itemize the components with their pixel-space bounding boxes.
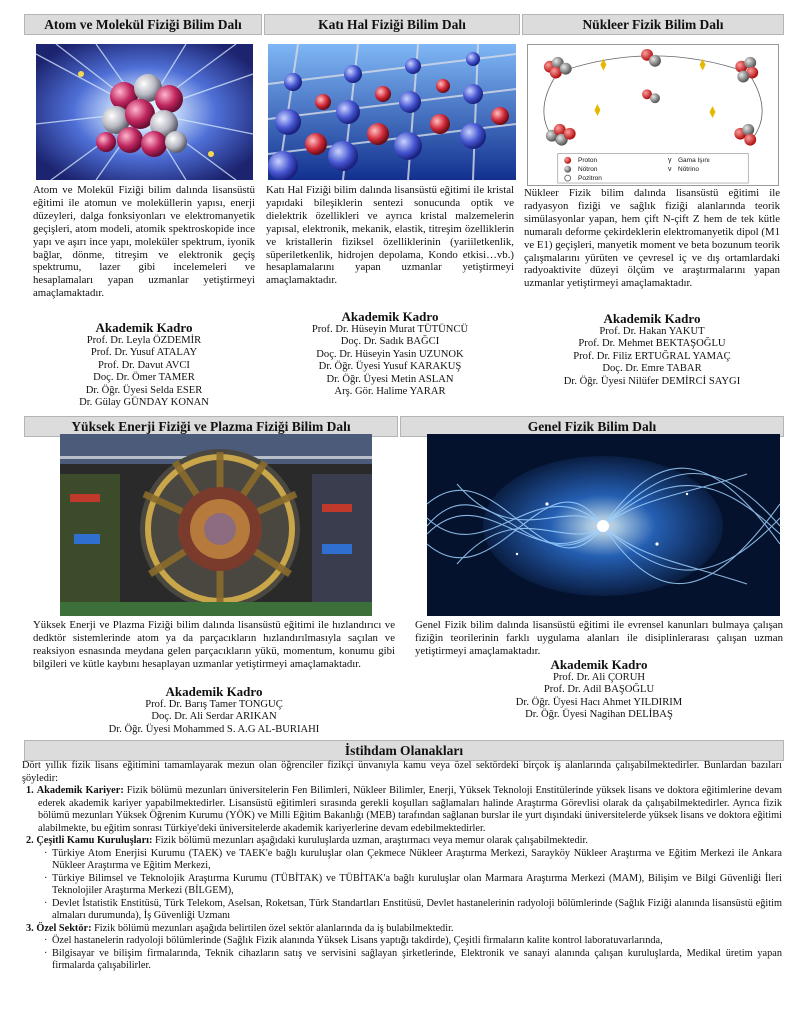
quantum-waves-image [427,434,780,616]
staff-member: Dr. Öğr. Üyesi Nilüfer DEMİRCİ SAYGI [563,375,741,387]
high-energy-staff-list [33,684,395,736]
staff-member: Dr. Öğr. Üyesi Metin ASLAN [326,373,454,385]
private-sector-list [22,935,782,973]
section-number: 3. [26,922,34,934]
legend-neutron: Nötron [578,166,598,173]
particle-accelerator-image [60,434,372,616]
staff-member: Prof. Dr. Ali ÇORUH [552,672,646,683]
employment-academic [22,785,782,835]
solid-state-division-title: Katı Hal Fiziği Bilim Dalı [264,14,520,35]
staff-member: Dr. Öğr. Üyesi Yusuf KARAKUŞ [318,361,462,373]
legend-neutrino-symbol: ν [668,166,672,173]
staff-member: Dr. Öğr. Üyesi Selda ESER [85,384,203,396]
employment-title: İstihdam Olanakları [24,740,784,761]
public-institutions-list [22,848,782,923]
legend-positron: Pozitron [578,175,602,182]
list-item: · Türkiye Bilimsel ve Teknolojik Araştırma Kurumu (TÜBİTAK) ve TÜBİTAK'a bağlı kuruluşlar olan Marmara Araştırma Merkezi (MAM), Bilişim ve Bilgi Güvenliği İleri Teknolojiler Araştırma Merkezi (BİLGEM), [46,873,782,898]
section-heading: Özel Sektör: [36,922,92,934]
general-physics-staff-list [415,657,783,722]
nuclear-staff-list [524,311,780,388]
staff-member: Prof. Dr. Filiz ERTUĞRAL YAMAÇ [573,350,731,362]
solid-state-division-description: Katı Hal Fiziği bilim dalında lisansüstü eğitimi ile kristal yapıdaki bileşiklerin sentezi sonucunda optik ve dielektrik özellikleri ve ayrıca kristal malzemelerin yapısal, elektronik, mekanik, elastik, titreşim özelliklerin ve kristallerin fiziksel özelliklerinin (yariiletkenlik, süperiletkenlik, hidrojen depolama, Kondo etkisi…vb.) hesaplamalarını yapan uzmanlar yetiştirmeyi amaçlamaktadır. [266,184,514,287]
atom-division-title: Atom ve Molekül Fiziği Bilim Dalı [24,14,262,35]
nuclear-staff-title: Akademik Kadro [603,311,701,326]
section-text: Fizik bölümü mezunları aşağıdaki kuruluşlarda uzman, araştırmacı veya memur olarak çalışabilmektedir. [152,835,588,846]
solid-state-staff-list [266,309,514,398]
employment-intro: Dört yıllık fizik lisans eğitimini tamamlayarak mezun olan öğrenciler fizikçi ünvanıyla kamu veya özel sektördeki birçok iş alanlarında çalışabilmektedirler. Bunlardan bazıları şöyledir: [22,760,782,784]
list-item: · Devlet İstatistik Enstitüsü, Türk Telekom, Aselsan, Roketsan, Türk Standartları Enstitüsü, Devlet hastanelerinin radyoloji bölümlerinde (Sağlık Fiziği alanında lisansüstü eğitim almaları durumunda), İş Güvenliği Uzmanı [46,898,782,923]
staff-member: Prof. Dr. Mehmet BEKTAŞOĞLU [578,338,726,350]
staff-member: Prof. Dr. Leyla ÖZDEMİR [86,335,202,346]
staff-member: Prof. Dr. Adil BAŞOĞLU [543,684,655,696]
atom-image [36,44,253,180]
atom-division-description: Atom ve Molekül Fiziği bilim dalında lisansüstü eğitimi ile atomun ve moleküllerin yapısı, enerji düzeyleri, dalga fonksiyonları ve elektromanyetik geçişleri, atom modeli, atomik spektroskopide ince yapı ve aşırı ince yapı, moleküler spektrum, iyonik bağlar, dönme, titreşim ve elektronik geçiş spektrumu, lazer gibi incelemeleri ve hesaplamaları yapan uzmanlar yetiştirmeyi amaçlamaktadır. [33,184,255,300]
high-energy-division-title: Yüksek Enerji Fiziği ve Plazma Fiziği Bilim Dalı [24,416,398,437]
list-item: · Türkiye Atom Enerjisi Kurumu (TAEK) ve TAEK'e bağlı kuruluşlar olan Çekmece Nükleer Araştırma Merkezi, Sarayköy Nükleer Araştırma ve Eğitim Merkezi ile Ankara Nükleer Araştırma ve Eğitim Merkezi, [46,848,782,873]
atom-staff-title: Akademik Kadro [95,320,193,335]
legend-neutrino: Nötrino [678,166,699,173]
nuclear-division-description: Nükleer Fizik bilim dalında lisansüstü eğitimi ile radyasyon fiziği ve sağlık fiziği alanlarında teorik simülasyonlar yapan, hem çift N-çift Z hem de tek kütle numaralı deforme çekirdeklerin elektromanyetik dipol (M1 ve E1) geçişleri, manyetik moment ve beta bozunum teorik çalışmalarını yürüten ve çevresel iç ve dış ortamlardaki radyoaktivite düzeyi ölçüm ve araştırmalarını yapan uzmanlar yetiştirmeyi amaçlamaktadır. [524,187,780,290]
section-heading: Çeşitli Kamu Kuruluşları: [36,835,153,846]
staff-member: Doç. Dr. Ömer TAMER [93,372,195,384]
nuclear-division-title: Nükleer Fizik Bilim Dalı [522,14,784,35]
general-physics-division-description: Genel Fizik bilim dalında lisansüstü eğitimi ile evrensel kanunları bulmaya çalışan fiziğin teorilerinin farklı uygulama alanları ile disiplinlerarası çalışan uzman yetiştirmeyi amaçlamaktadır. [415,619,783,657]
list-item: · Özel hastanelerin radyoloji bölümlerinde (Sağlık Fizik alanında Yüksek Lisans yaptığı takdirde), Çeşitli firmaların kalite kontrol laboratuvarlarında, [46,935,782,948]
staff-member: Doç. Dr. Ali Serdar ARIKAN [151,711,277,723]
legend-gamma: Gama Işını [678,157,710,164]
general-physics-staff-title: Akademik Kadro [550,657,648,672]
general-physics-division-title: Genel Fizik Bilim Dalı [400,416,784,437]
staff-member: Doç. Dr. Hüseyin Yasin UZUNOK [316,348,464,360]
employment-section [22,760,782,973]
staff-member: Prof. Dr. Hakan YAKUT [599,326,705,337]
staff-member: Dr. Öğr. Üyesi Nagihan DELİBAŞ [525,709,673,721]
legend-proton: Proton [578,157,598,164]
staff-member: Arş. Gör. Halime YARAR [334,386,446,398]
staff-member: Dr. Gülay GÜNDAY KONAN [79,397,209,409]
list-item: · Bilgisayar ve bilişim firmalarında, Teknik cihazların satış ve servisini sağlayan şirketlerinde, Elektronik ve sanayi alanında çalışan kuruluşlarda, Medikal üretim yapan firmalarda çalışabilirler. [46,948,782,973]
staff-member: Doç. Dr. Emre TABAR [602,363,702,375]
staff-member: Prof. Dr. Yusuf ATALAY [90,347,198,359]
section-number: 2. [26,835,34,846]
section-text: Fizik bölümü mezunları aşağıda belirtilen özel sektör alanlarında da iş bulabilmektedir. [91,922,454,934]
solid-state-staff-title: Akademik Kadro [341,309,439,324]
staff-member: Doç. Dr. Sadık BAĞCI [340,336,440,348]
high-energy-staff-title: Akademik Kadro [165,684,263,699]
section-number: 1. [26,785,34,796]
employment-public [22,835,782,923]
section-text: Fizik bölümü mezunları üniversitelerin Fen Bilimleri, Nükleer Bilimler, Enerji, Yüksek Teknoloji Enstitülerinde yüksek lisans ve doktora eğitimlerine devam ederek akademik kariyer yapabilmektedirler. Lisansüstü eğitimleri sırasında gerekli koşulları sağlamaları halinde Araştırma Görevlisi olarak da çalışabilmektedirler. Ayrıca fizik bölümü mezunları Yüksek Öğrenim Kurumu (YÖK) ve Milli Eğitim Bakanlığı (MEB) tarafından sağlanan burslar ile yurt dışındaki üniversitelerde yüksek lisans ve doktora eğitimi alabilmekte, bu eğitim sonrası Türkiye'deki üniversitelerde akademik kariyerlerine devam edebilmektedirler. [38,785,783,834]
employment-private [22,923,782,973]
staff-member: Dr. Öğr. Üyesi Mohammed S. A.G AL-BURIAHI [108,723,320,735]
atom-staff-list [33,320,255,409]
employment-academic-text [22,785,782,835]
employment-public-text [22,835,782,848]
employment-private-text [22,923,782,936]
legend-gamma-symbol: γ [668,157,672,164]
staff-member: Dr. Öğr. Üyesi Hacı Ahmet YILDIRIM [515,696,683,708]
staff-member: Prof. Dr. Hüseyin Murat TÜTÜNCÜ [311,324,469,335]
section-heading: Akademik Kariyer: [36,785,124,796]
staff-member: Prof. Dr. Barış Tamer TONGUÇ [145,699,283,710]
staff-member: Prof. Dr. Davut AVCI [98,359,190,371]
nuclear-reaction-diagram [527,44,779,186]
high-energy-division-description: Yüksek Enerji ve Plazma Fiziği bilim dalında lisansüstü eğitimi ile hızlandırıcı ve dedktör sistemlerinde atom ya da parçacıkların hızlandırılmasıyla saçılan ve reaksiyon esnasında meydana gelen parçacıkların yükü, momentum, konumu gibi bilgileri ve kütle kaybını hesaplayan uzmanlar yetiştirmeyi amaçlamaktadır. [33,619,395,670]
crystal-lattice-image [268,44,516,180]
